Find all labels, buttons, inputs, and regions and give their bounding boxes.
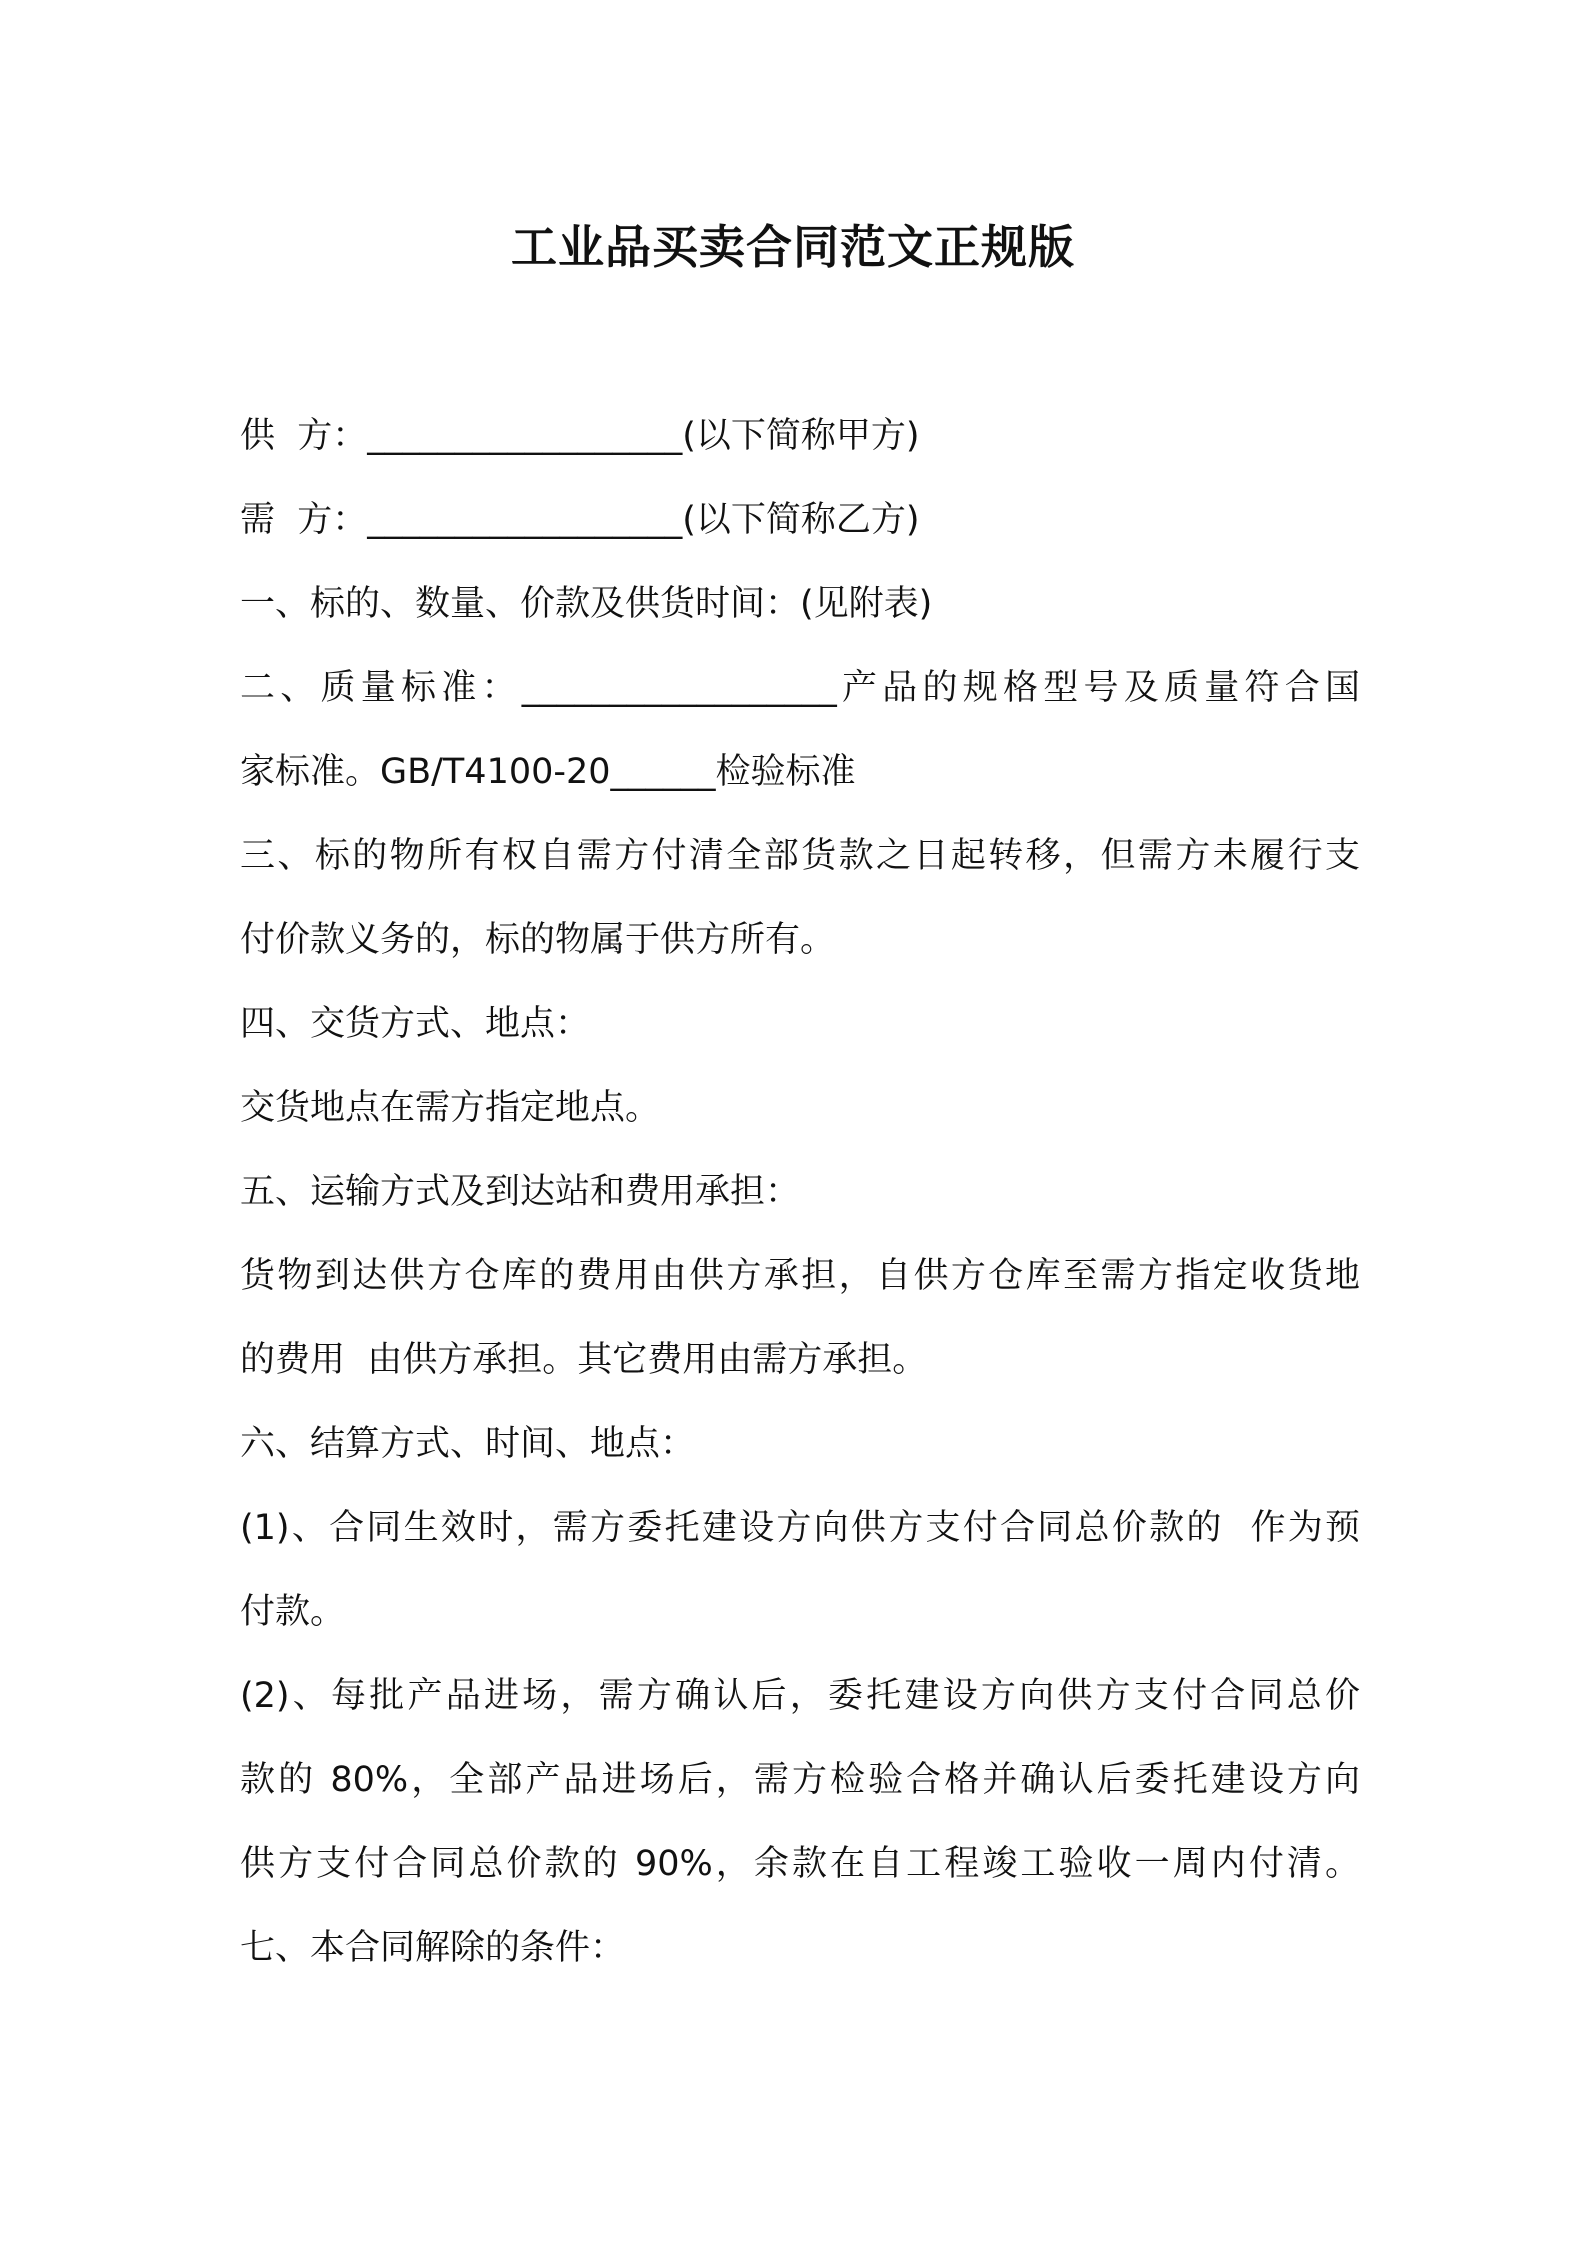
clause-5-transport-heading: 五、运输方式及到达站和费用承担： — [240, 1172, 801, 1212]
clause-6-item-2: (2)、每批产品进场，需方确认后，委托建设方向供方支付合同总价 — [240, 1676, 1360, 1716]
clause-6-item-1-cont: 付款。 — [240, 1592, 346, 1632]
clause-3-ownership: 三、标的物所有权自需方付清全部货款之日起转移，但需方未履行支 — [240, 836, 1360, 876]
clause-4-delivery-heading: 四、交货方式、地点： — [240, 1004, 591, 1044]
clause-2-quality-standard: 二、质量标准：__________________产品的规格型号及质量符合国 — [240, 668, 1360, 708]
clause-6-settlement-heading: 六、结算方式、时间、地点： — [240, 1424, 696, 1464]
clause-4-delivery-location: 交货地点在需方指定地点。 — [240, 1088, 661, 1128]
clause-6-item-2-cont-2: 供方支付合同总价款的 90%，余款在自工程竣工验收一周内付清。 — [240, 1844, 1360, 1884]
clause-1-subject-quantity-price: 一、标的、数量、价款及供货时间：(见附表) — [240, 584, 933, 624]
clause-7-termination-heading: 七、本合同解除的条件： — [240, 1928, 626, 1968]
buyer-line: 需 方：__________________(以下简称乙方) — [240, 500, 920, 540]
clause-5-transport-cost: 货物到达供方仓库的费用由供方承担，自供方仓库至需方指定收货地 — [240, 1256, 1360, 1296]
clause-5-transport-cost-cont: 的费用 由供方承担。其它费用由需方承担。 — [240, 1340, 928, 1380]
clause-6-item-1: (1)、合同生效时，需方委托建设方向供方支付合同总价款的 作为预 — [240, 1508, 1360, 1548]
clause-3-ownership-cont: 付价款义务的，标的物属于供方所有。 — [240, 920, 836, 960]
clause-6-item-2-cont: 款的 80%，全部产品进场后，需方检验合格并确认后委托建设方向 — [240, 1760, 1360, 1800]
supplier-line: 供 方：__________________(以下简称甲方) — [240, 416, 920, 456]
document-title: 工业品买卖合同范文正规版 — [511, 220, 1075, 274]
clause-2-quality-standard-cont: 家标准。GB/T4100-20______检验标准 — [240, 752, 856, 792]
